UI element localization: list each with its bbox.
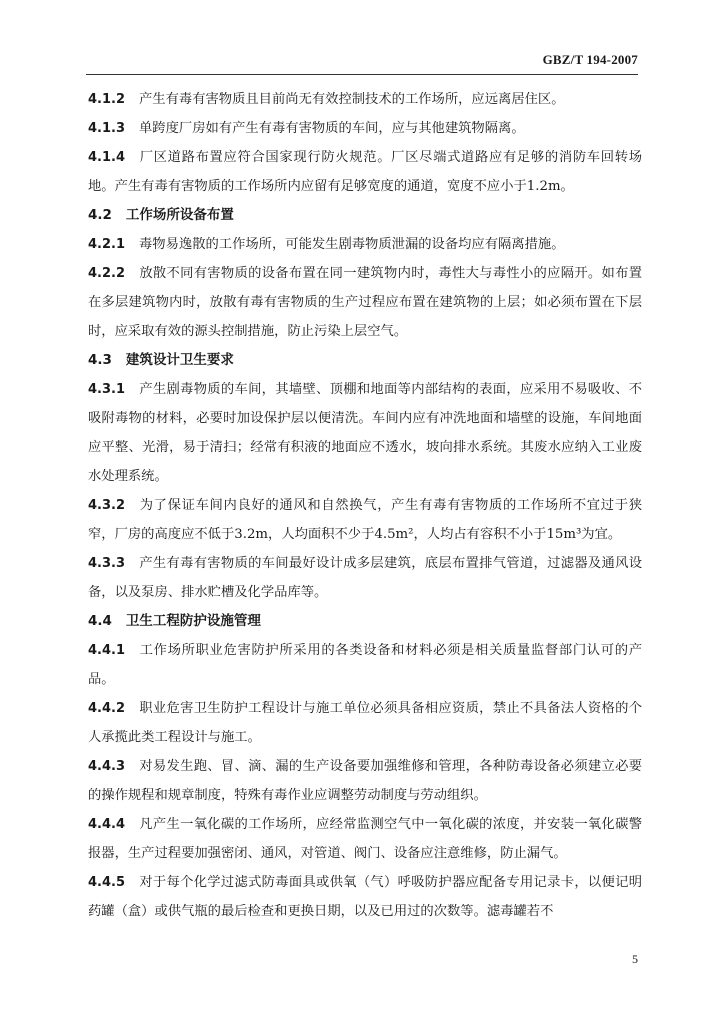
clause-paragraph <box>88 549 642 607</box>
section-heading <box>88 607 642 636</box>
clause-text: 凡产生一氧化碳的工作场所，应经常监测空气中一氧化碳的浓度，并安装一氧化碳警报器，生产过程要加强密闭、通风，对管道、阀门、设备应注意维修，防止漏气。 <box>88 817 642 861</box>
clause-text: 卫生工程防护设施管理 <box>125 613 261 629</box>
section-heading <box>88 346 642 375</box>
standard-code: GBZ/T 194-2007 <box>542 52 638 67</box>
section-heading <box>88 201 642 230</box>
clause-paragraph <box>88 810 642 868</box>
clause-number: 4.4.4 <box>88 817 126 832</box>
clause-text: 工作场所设备布置 <box>125 207 234 223</box>
document-body <box>88 85 642 926</box>
clause-text: 产生有毒有害物质且目前尚无有效控制技术的工作场所，应远离居住区。 <box>139 92 565 107</box>
clause-text: 职业危害卫生防护工程设计与施工单位必须具备相应资质，禁止不具备法人资格的个人承揽此类工程设计与施工。 <box>88 701 642 745</box>
header-rule <box>86 74 638 75</box>
clause-paragraph <box>88 868 642 926</box>
clause-paragraph <box>88 114 642 143</box>
page-number: 5 <box>632 952 638 966</box>
clause-number: 4.3.3 <box>88 556 126 571</box>
clause-number: 4.3.1 <box>88 382 126 397</box>
clause-text: 厂区道路布置应符合国家现行防火规范。厂区尽端式道路应有足够的消防车回转场地。产生有毒有害物质的工作场所内应留有足够宽度的通道，宽度不应小于1.2m。 <box>88 150 642 194</box>
clause-text: 对易发生跑、冒、滴、漏的生产设备要加强维修和管理，各种防毒设备必须建立必要的操作规程和规章制度，特殊有毒作业应调整劳动制度与劳动组织。 <box>88 759 642 803</box>
clause-text: 对于每个化学过滤式防毒面具或供氧（气）呼吸防护器应配备专用记录卡，以便记明药罐（盒）或供气瓶的最后检查和更换日期，以及已用过的次数等。滤毒罐若不 <box>88 875 642 919</box>
clause-number: 4.2 <box>88 207 112 223</box>
clause-text: 建筑设计卫生要求 <box>125 352 234 368</box>
clause-number: 4.1.4 <box>88 150 126 165</box>
clause-text: 产生有毒有害物质的车间最好设计成多层建筑，底层布置排气管道，过滤器及通风设备，以及泵房、排水贮槽及化学品库等。 <box>88 556 642 600</box>
clause-number: 4.3 <box>88 352 112 368</box>
clause-paragraph <box>88 752 642 810</box>
clause-number: 4.4 <box>88 613 112 629</box>
clause-paragraph <box>88 694 642 752</box>
clause-number: 4.4.5 <box>88 875 126 890</box>
clause-paragraph <box>88 375 642 491</box>
clause-text: 毒物易逸散的工作场所，可能发生剧毒物质泄漏的设备均应有隔离措施。 <box>139 237 565 252</box>
clause-number: 4.4.1 <box>88 643 126 658</box>
clause-paragraph <box>88 85 642 114</box>
clause-text: 放散不同有害物质的设备布置在同一建筑物内时，毒性大与毒性小的应隔开。如布置在多层建筑物内时，放散有毒有害物质的生产过程应布置在建筑物的上层；如必须布置在下层时，应采取有效的源头控制措施，防止污染上层空气。 <box>88 266 642 339</box>
clause-paragraph <box>88 491 642 549</box>
clause-number: 4.4.3 <box>88 759 126 774</box>
clause-text: 产生剧毒物质的车间，其墙壁、顶棚和地面等内部结构的表面，应采用不易吸收、不吸附毒物的材料，必要时加设保护层以便清洗。车间内应有冲洗地面和墙壁的设施，车间地面应平整、光滑，易于清扫；经常有积液的地面应不透水，坡向排水系统。其废水应纳入工业废水处理系统。 <box>88 382 642 484</box>
clause-number: 4.2.1 <box>88 237 126 252</box>
clause-number: 4.1.3 <box>88 121 126 136</box>
clause-paragraph <box>88 143 642 201</box>
clause-number: 4.2.2 <box>88 266 126 281</box>
clause-number: 4.1.2 <box>88 92 126 107</box>
clause-text: 单跨度厂房如有产生有毒有害物质的车间，应与其他建筑物隔离。 <box>139 121 525 136</box>
clause-number: 4.4.2 <box>88 701 126 716</box>
clause-paragraph <box>88 259 642 346</box>
clause-number: 4.3.2 <box>88 498 126 513</box>
clause-text: 为了保证车间内良好的通风和自然换气，产生有毒有害物质的工作场所不宜过于狭窄，厂房的高度应不低于3.2m，人均面积不少于4.5m²，人均占有容积不小于15m³为宜。 <box>88 498 642 542</box>
clause-paragraph <box>88 636 642 694</box>
clause-text: 工作场所职业危害防护所采用的各类设备和材料必须是相关质量监督部门认可的产品。 <box>88 643 642 687</box>
clause-paragraph <box>88 230 642 259</box>
